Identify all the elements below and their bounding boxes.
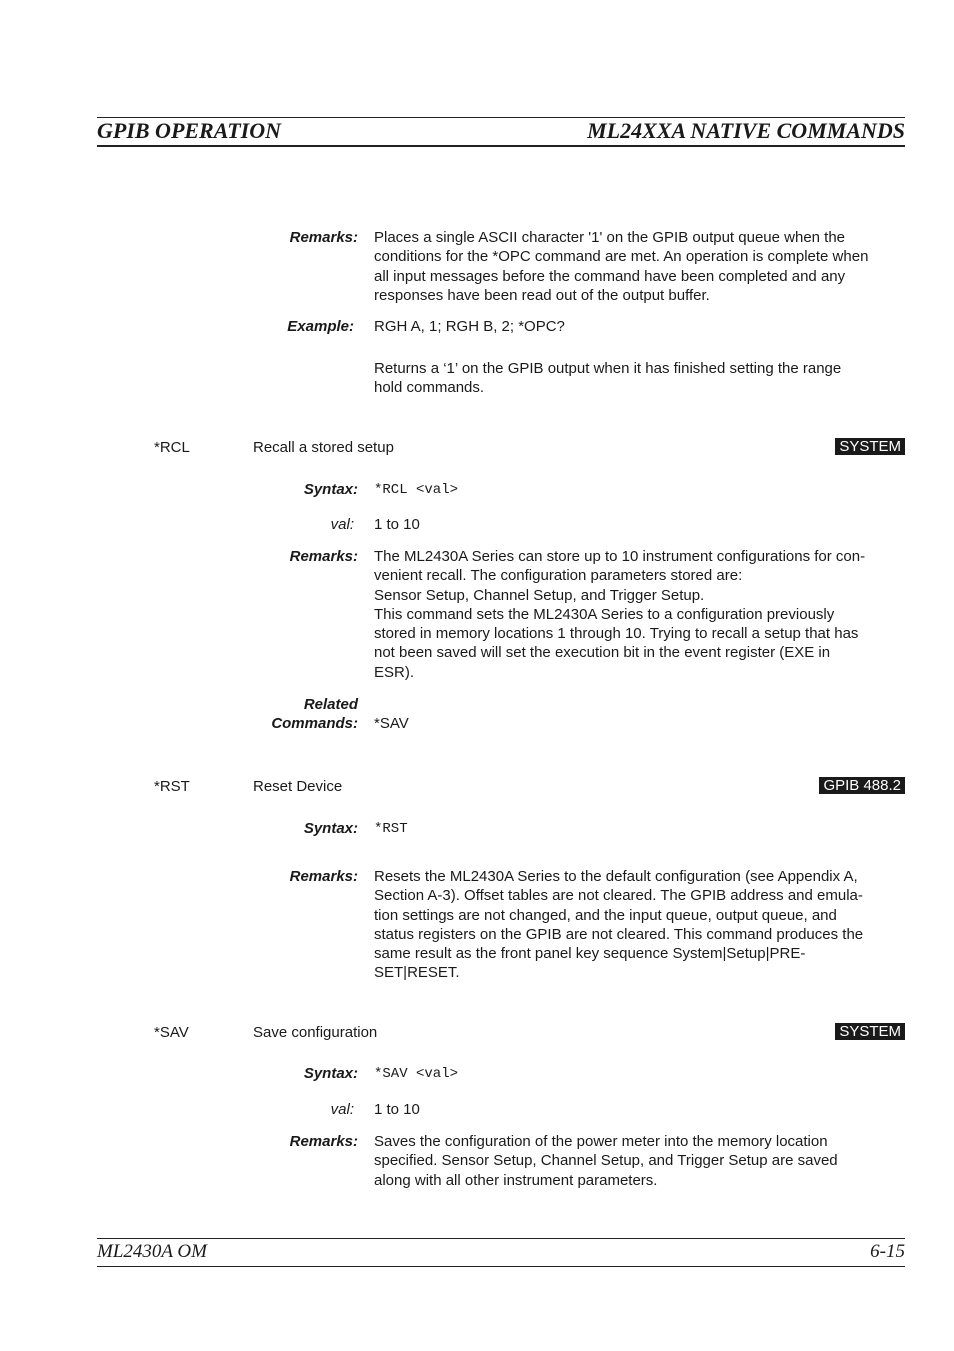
rst-command-name: *RST (154, 778, 190, 795)
rst-remarks-label: Remarks: (289, 868, 358, 885)
rst-remarks-text (374, 867, 906, 983)
opc-remarks-label: Remarks: (289, 229, 358, 246)
rcl-remarks-text (374, 547, 906, 682)
page-number: 6-15 (870, 1241, 905, 1262)
opc-example-note (374, 359, 906, 398)
sav-syntax-text: *SAV <val> (374, 1066, 459, 1082)
text-line: tion settings are not changed, and the input queue, output queue, and (374, 906, 837, 924)
text-line: ESR). (374, 663, 415, 681)
footer-top-rule (97, 1238, 905, 1239)
text-line: The ML2430A Series can store up to 10 instrument configurations for con- (374, 548, 866, 565)
rcl-category-badge: SYSTEM (835, 438, 905, 455)
opc-example-label: Example: (287, 318, 354, 335)
rcl-related-label (271, 695, 358, 733)
text-line: venient recall. The configuration parameters stored are: (374, 567, 743, 585)
text-line: Returns a ‘1’ on the GPIB output when it has finished setting the range (374, 360, 842, 377)
rst-syntax-text: *RST (374, 821, 408, 837)
sav-command-description: Save configuration (253, 1024, 378, 1041)
text-line: hold commands. (374, 379, 485, 397)
text-line: Resets the ML2430A Series to the default configuration (see Appendix A, (374, 868, 858, 885)
rcl-related-text: *SAV (374, 715, 409, 732)
rcl-val-label: val: (330, 516, 354, 533)
chapter-title: ML24XXA NATIVE COMMANDS (587, 118, 905, 143)
text-line: Sensor Setup, Channel Setup, and Trigger Setup. (374, 586, 705, 604)
text-line: stored in memory locations 1 through 10. Trying to recall a setup that has (374, 625, 859, 643)
text-line: same result as the front panel key sequence System|Setup|PRE- (374, 945, 806, 963)
text-line: all input messages before the command have been completed and any (374, 267, 846, 285)
related-label-line: Commands: (271, 715, 358, 732)
opc-example-text: RGH A, 1; RGH B, 2; *OPC? (374, 318, 565, 335)
text-line: along with all other instrument parameters. (374, 1171, 658, 1189)
sav-syntax-label: Syntax: (303, 1065, 358, 1082)
header-bottom-rule (97, 145, 905, 147)
text-line: Section A-3). Offset tables are not cleared. The GPIB address and emula- (374, 887, 863, 905)
rst-category-badge: GPIB 488.2 (819, 777, 905, 794)
rcl-val-text: 1 to 10 (374, 516, 420, 533)
rst-command-description: Reset Device (253, 778, 343, 795)
rst-syntax-label: Syntax: (303, 820, 358, 837)
section-title: GPIB OPERATION (97, 118, 281, 143)
sav-val-label: val: (330, 1101, 354, 1118)
sav-remarks-label: Remarks: (289, 1133, 358, 1150)
rcl-command-description: Recall a stored setup (253, 439, 394, 456)
opc-remarks-text (374, 228, 906, 305)
text-line: conditions for the *OPC command are met. An operation is complete when (374, 248, 869, 266)
manual-name: ML2430A OM (97, 1241, 207, 1262)
footer-bottom-rule (97, 1266, 905, 1267)
text-line: responses have been read out of the output buffer. (374, 286, 710, 304)
rcl-syntax-text: *RCL <val> (374, 482, 459, 498)
text-line: specified. Sensor Setup, Channel Setup, and Trigger Setup are saved (374, 1152, 838, 1170)
text-line: status registers on the GPIB are not cleared. This command produces the (374, 925, 864, 943)
sav-val-text: 1 to 10 (374, 1101, 420, 1118)
rcl-remarks-label: Remarks: (289, 548, 358, 565)
sav-command-name: *SAV (154, 1024, 189, 1041)
text-line: Saves the configuration of the power meter into the memory location (374, 1133, 828, 1150)
sav-category-badge: SYSTEM (835, 1023, 905, 1040)
text-line: not been saved will set the execution bit in the event register (EXE in (374, 644, 831, 662)
rcl-syntax-label: Syntax: (303, 481, 358, 498)
text-line: SET|RESET. (374, 964, 460, 982)
related-label-line: Related (303, 696, 358, 713)
text-line: This command sets the ML2430A Series to a configuration previously (374, 605, 835, 623)
rcl-command-name: *RCL (154, 439, 190, 456)
text-line: Places a single ASCII character '1' on the GPIB output queue when the (374, 229, 846, 246)
sav-remarks-text (374, 1132, 906, 1190)
